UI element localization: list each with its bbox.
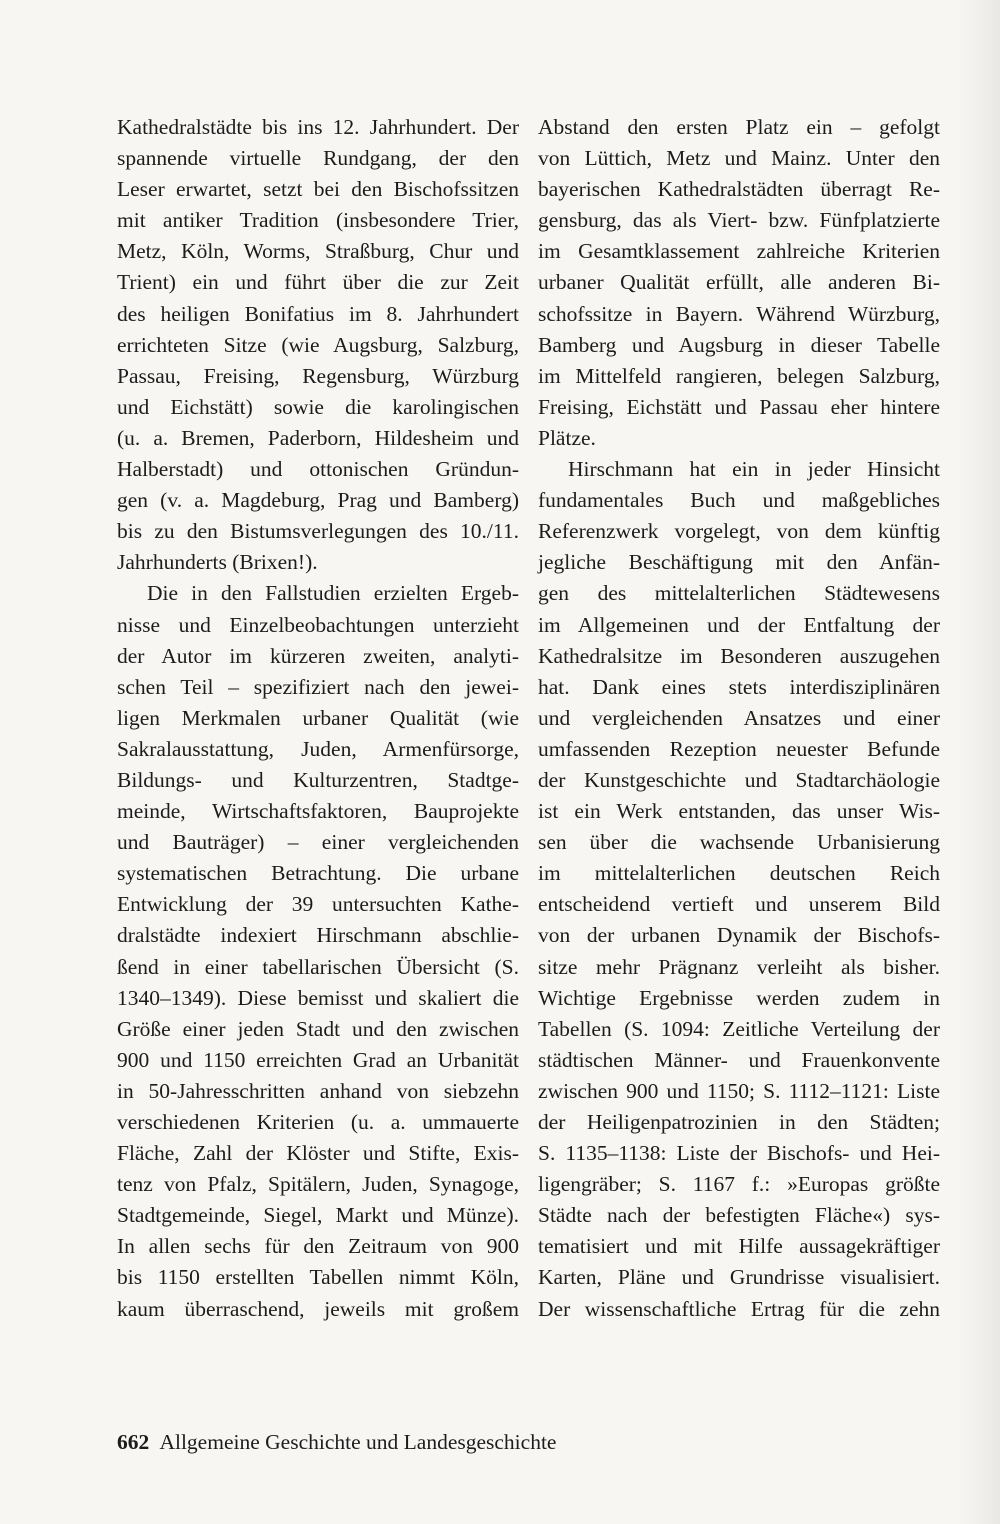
text-line: der Heiligenpatrozinien in den Städten; xyxy=(538,1110,940,1134)
text-line: Halberstadt) und ottonischen Gründun- xyxy=(117,457,519,482)
text-line: in 50-Jahresschritten anhand von siebzehn xyxy=(117,1078,519,1103)
text-line: von der urbanen Dynamik der Bischofs- xyxy=(538,923,940,948)
text-line: bis 1150 erstellten Tabellen nimmt Köln, xyxy=(117,1265,519,1290)
text-line: gen des mittelalterlichen Städtewesens xyxy=(538,581,940,606)
text-line: der Autor im kürzeren zweiten, analyti- xyxy=(117,643,519,668)
text-line: Trient) ein und führt über die zur Zeit xyxy=(117,270,519,295)
text-line: Leser erwartet, setzt bei den Bischofssitzen xyxy=(117,177,519,202)
text-line: Passau, Freising, Regensburg, Würzburg xyxy=(117,363,519,388)
text-line: bis zu den Bistumsverlegungen des 10./11. xyxy=(117,519,519,544)
text-line: Kathedralstädte bis ins 12. Jahrhundert. Der xyxy=(117,115,519,139)
text-line: städtischen Männer- und Frauenkonvente xyxy=(538,1047,940,1072)
text-line: Größe einer jeden Stadt und den zwischen xyxy=(117,1016,519,1041)
text-line: im Gesamtklassement zahlreiche Kriterien xyxy=(538,239,940,264)
page-footer xyxy=(117,1427,556,1457)
text-line: meinde, Wirtschaftsfaktoren, Bauprojekte xyxy=(117,799,519,824)
text-line: und vergleichenden Ansatzes und einer xyxy=(538,705,940,730)
left-text-column xyxy=(117,112,519,1325)
text-line: Stadtgemeinde, Siegel, Markt und Münze). xyxy=(117,1203,519,1228)
text-line: Freising, Eichstätt und Passau eher hintere xyxy=(538,394,940,419)
text-line: und Bauträger) – einer vergleichenden xyxy=(117,830,519,855)
text-line: Der wissenschaftliche Ertrag für die zehn xyxy=(538,1296,940,1321)
paragraph-first-line: Die in den Fallstudien erzielten Ergeb- xyxy=(147,581,519,606)
text-line: In allen sechs für den Zeitraum von 900 xyxy=(117,1234,519,1259)
text-line: Referenzwerk vorgelegt, von dem künftig xyxy=(538,519,940,544)
text-line: ist ein Werk entstanden, das unser Wis- xyxy=(538,799,940,824)
text-line: 900 und 1150 erreichten Grad an Urbanität xyxy=(117,1047,519,1072)
text-line: kaum überraschend, jeweils mit großem xyxy=(117,1296,519,1321)
text-line: sitze mehr Prägnanz verleiht als bisher. xyxy=(538,954,940,979)
running-title: Allgemeine Geschichte und Landesgeschichte xyxy=(159,1430,557,1454)
text-line: gensburg, das als Viert- bzw. Fünfplatzierte xyxy=(538,208,940,233)
text-line: von Lüttich, Metz und Mainz. Unter den xyxy=(538,146,940,171)
text-line: im Allgemeinen und der Entfaltung der xyxy=(538,612,940,637)
text-line: schen Teil – spezifiziert nach den jewei- xyxy=(117,674,519,699)
text-line: Jahrhunderts (Brixen!). xyxy=(117,550,318,575)
text-line: hat. Dank eines stets interdisziplinären xyxy=(538,674,940,699)
text-line: verschiedenen Kriterien (u. a. ummauerte xyxy=(117,1110,519,1134)
text-line: systematischen Betrachtung. Die urbane xyxy=(117,861,519,886)
text-line: sen über die wachsende Urbanisierung xyxy=(538,830,940,855)
text-line: Sakralausstattung, Juden, Armenfürsorge, xyxy=(117,736,519,761)
text-line: Tabellen (S. 1094: Zeitliche Verteilung der xyxy=(538,1016,940,1041)
right-text-column xyxy=(538,112,940,1325)
text-line: ligengräber; S. 1167 f.: »Europas größte xyxy=(538,1172,940,1197)
text-line: dralstädte indexiert Hirschmann abschlie- xyxy=(117,923,519,948)
text-line: Abstand den ersten Platz ein – gefolgt xyxy=(538,115,940,139)
paragraph-first-line: Hirschmann hat ein in jeder Hinsicht xyxy=(568,457,940,482)
text-line: Bamberg und Augsburg in dieser Tabelle xyxy=(538,332,940,357)
text-line: bayerischen Kathedralstädten überragt Re- xyxy=(538,177,940,202)
text-line: schofssitze in Bayern. Während Würzburg, xyxy=(538,301,940,326)
page-edge-shadow xyxy=(956,0,1000,1524)
text-line: entscheidend vertieft und unserem Bild xyxy=(538,892,940,917)
text-line: Wichtige Ergebnisse werden zudem in xyxy=(538,985,940,1010)
text-line: der Kunstgeschichte und Stadtarchäologie xyxy=(538,767,940,792)
text-line: fundamentales Buch und maßgebliches xyxy=(538,488,940,513)
text-line: Bildungs- und Kulturzentren, Stadtge- xyxy=(117,767,519,792)
text-line: urbaner Qualität erfüllt, alle anderen Bi- xyxy=(538,270,940,295)
text-line: umfassenden Rezeption neuester Befunde xyxy=(538,736,940,761)
text-line: tematisiert und mit Hilfe aussagekräftiger xyxy=(538,1234,940,1259)
text-line: 1340–1349). Diese bemisst und skaliert die xyxy=(117,985,519,1010)
text-line: gen (v. a. Magdeburg, Prag und Bamberg) xyxy=(117,488,519,513)
text-line: im mittelalterlichen deutschen Reich xyxy=(538,861,940,886)
text-line: spannende virtuelle Rundgang, der den xyxy=(117,146,519,171)
text-line: mit antiker Tradition (insbesondere Trier, xyxy=(117,208,519,233)
text-line: ligen Merkmalen urbaner Qualität (wie xyxy=(117,705,519,730)
text-line: Plätze. xyxy=(538,425,596,450)
text-line: errichteten Sitze (wie Augsburg, Salzburg, xyxy=(117,332,519,357)
text-line: zwischen 900 und 1150; S. 1112–1121: Liste xyxy=(538,1078,940,1103)
text-line: Entwicklung der 39 untersuchten Kathe- xyxy=(117,892,519,917)
text-line: Städte nach der befestigten Fläche«) sys- xyxy=(538,1203,940,1228)
text-line: Metz, Köln, Worms, Straßburg, Chur und xyxy=(117,239,519,264)
text-line: tenz von Pfalz, Spitälern, Juden, Synagoge, xyxy=(117,1172,519,1197)
text-line: des heiligen Bonifatius im 8. Jahrhundert xyxy=(117,301,519,326)
text-line: im Mittelfeld rangieren, belegen Salzburg, xyxy=(538,363,940,388)
text-line: Fläche, Zahl der Klöster und Stifte, Exis- xyxy=(117,1141,519,1166)
text-line: und Eichstätt) sowie die karolingischen xyxy=(117,394,519,419)
text-line: Kathedralsitze im Besonderen auszugehen xyxy=(538,643,940,668)
text-line: S. 1135–1138: Liste der Bischofs- und Hei- xyxy=(538,1141,940,1166)
text-line: Karten, Pläne und Grundrisse visualisiert. xyxy=(538,1265,940,1290)
text-line: (u. a. Bremen, Paderborn, Hildesheim und xyxy=(117,425,519,450)
text-line: ßend in einer tabellarischen Übersicht (S. xyxy=(117,954,519,979)
text-line: nisse und Einzelbeobachtungen unterzieht xyxy=(117,612,519,637)
text-line: jegliche Beschäftigung mit den Anfän- xyxy=(538,550,940,575)
page-number: 662 xyxy=(117,1430,150,1454)
